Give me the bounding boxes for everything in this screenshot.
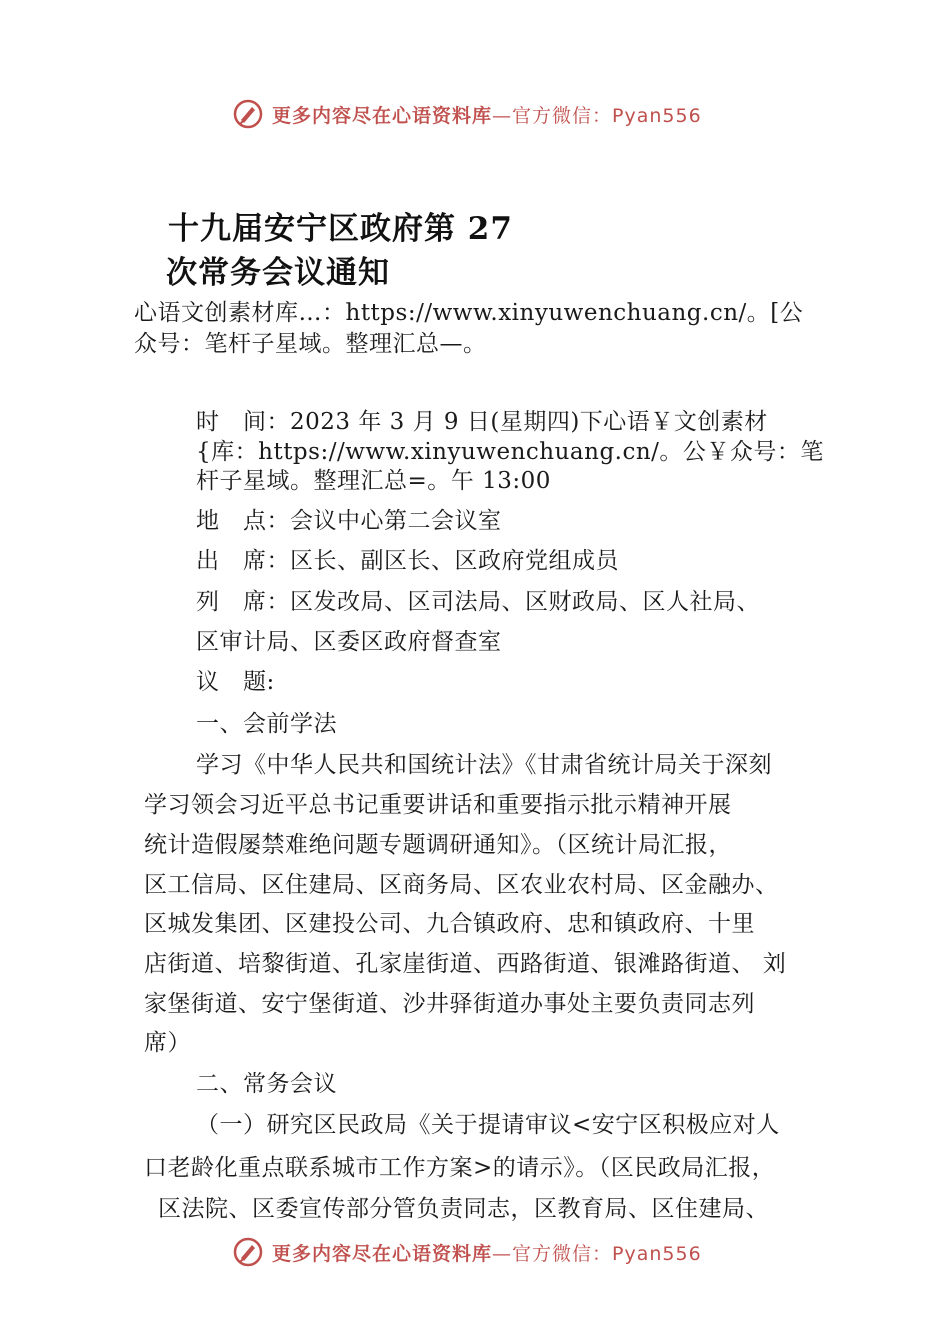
section-1-line: 学习《中华人民共和国统计法》《甘肃省统计局关于深刻 [196, 752, 772, 778]
banner-wechat-id: Pyan556 [612, 1242, 702, 1265]
source-note-line-1: 心语文创素材库…：https://www.xinyuwenchuang.cn/。[公 [134, 300, 804, 326]
meeting-time-line-1: 时 间：2023 年 3 月 9 日(星期四)下心语￥文创素材 [196, 409, 768, 435]
title-line-1: 十九届安宁区政府第 27 [168, 211, 513, 247]
section-1-line: 统计造假屡禁难绝问题专题调研通知》。（区统计局汇报， [144, 832, 732, 858]
section-2-line: 区法院、区委宣传部分管负责同志，区教育局、区住建局、 [158, 1196, 769, 1222]
meeting-observers-line-2: 区审计局、区委区政府督查室 [196, 629, 502, 655]
section-1-line: 区工信局、区住建局、区商务局、区农业农村局、区金融办、 [144, 872, 779, 898]
pen-seal-icon [232, 98, 264, 130]
banner-separator: —官方微信： [492, 1242, 613, 1265]
section-1-line: 席） [144, 1030, 191, 1056]
banner-text [272, 1239, 702, 1266]
title-line-2: 次常务会议通知 [166, 255, 390, 291]
meeting-place: 地 点：会议中心第二会议室 [196, 508, 502, 534]
document-title [168, 207, 513, 295]
meeting-attendees: 出 席：区长、副区长、区政府党组成员 [196, 548, 619, 574]
footer-banner [232, 1232, 752, 1272]
banner-wechat-id: Pyan556 [612, 104, 702, 127]
header-banner [232, 94, 752, 134]
section-1-heading: 一、会前学法 [196, 711, 337, 737]
banner-text [272, 101, 702, 128]
banner-slogan: 更多内容尽在心语资料库 [272, 1242, 493, 1265]
section-1-line: 家堡街道、安宁堡街道、沙井驿街道办事处主要负责同志列 [144, 991, 755, 1017]
section-1-line: 区城发集团、区建投公司、九合镇政府、忠和镇政府、十里 [144, 911, 755, 937]
section-2-line: （一）研究区民政局《关于提请审议<安宁区积极应对人 [196, 1112, 780, 1138]
banner-slogan: 更多内容尽在心语资料库 [272, 104, 493, 127]
banner-separator: —官方微信： [492, 104, 613, 127]
meeting-time-line-3: 杆子星域。整理汇总=。午 13:00 [196, 468, 551, 494]
section-2-heading: 二、常务会议 [196, 1071, 337, 1097]
section-2-line: 口老龄化重点联系城市工作方案>的请示》。（区民政局汇报， [144, 1155, 776, 1181]
meeting-observers-line-1: 列 席：区发改局、区司法局、区财政局、区人社局、 [196, 589, 760, 615]
section-1-line: 学习领会习近平总书记重要讲话和重要指示批示精神开展 [144, 792, 732, 818]
source-note-line-2: 众号：笔杆子星域。整理汇总—。 [134, 331, 487, 357]
meeting-agenda-label: 议 题: [196, 669, 275, 695]
pen-seal-icon [232, 1236, 264, 1268]
section-1-line: 店街道、培黎街道、孔家崖街道、西路街道、银滩路街道、 刘 [144, 951, 787, 977]
meeting-time-line-2: {库：https://www.xinyuwenchuang.cn/。公￥众号：笔 [196, 439, 824, 465]
